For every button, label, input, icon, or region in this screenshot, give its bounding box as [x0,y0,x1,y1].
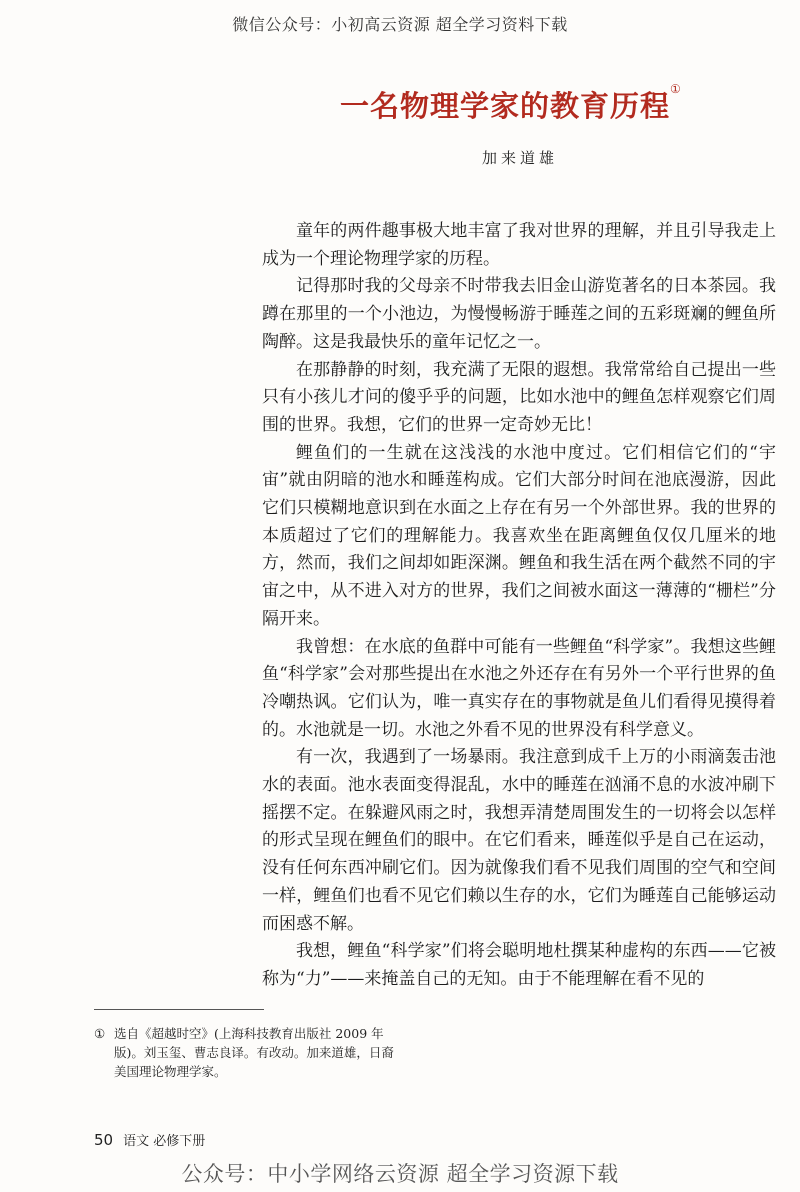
paragraph: 在那静静的时刻，我充满了无限的遐想。我常常给自己提出一些只有小孩儿才问的傻乎乎的问题，比如水池中的鲤鱼怎样观察它们周围的世界。我想，它们的世界一定奇妙无比！ [262,359,776,435]
paragraph: 我曾想：在水底的鱼群中可能有一些鲤鱼“科学家”。我想这些鲤鱼“科学家”会对那些提出在水池之外还存在有另外一个平行世界的鱼冷嘲热讽。它们认为，唯一真实存在的事物就是鱼儿们看得见摸得着的。水池就是一切。水池之外看不见的世界没有科学意义。 [262,636,776,740]
watermark-top: 微信公众号：小初高云资源 超全学习资料下载 [232,15,568,34]
paragraph: 鲤鱼们的一生就在这浅浅的水池中度过。它们相信它们的“宇宙”就由阴暗的池水和睡莲构成。它们大部分时间在池底漫游，因此它们只模糊地意识到在水面之上存在有另一个外部世界。我的世界的本质超过了它们的理解能力。我喜欢坐在距离鲤鱼仅仅几厘米的地方，然而，我们之间却如距深渊。鲤鱼和我生活在两个截然不同的宇宙之中，从不进入对方的世界，我们之间被水面这一薄薄的“栅栏”分隔开来。 [262,442,776,629]
footnote [94,1024,414,1081]
paragraph: 记得那时我的父母亲不时带我去旧金山游览著名的日本茶园。我蹲在那里的一个小池边，为慢慢畅游于睡莲之间的五彩斑斓的鲤鱼所陶醉。这是我最快乐的童年记忆之一。 [262,276,776,352]
paragraph: 有一次，我遇到了一场暴雨。我注意到成千上万的小雨滴轰击池水的表面。池水表面变得混乱，水中的睡莲在汹涌不息的水波冲刷下摇摆不定。在躲避风雨之时，我想弄清楚周围发生的一切将会以怎样的形式呈现在鲤鱼们的眼中。在它们看来，睡莲似乎是自己在运动，没有任何东西冲刷它们。因为就像我们看不见我们周围的空气和空间一样，鲤鱼们也看不见它们赖以生存的水，它们为睡莲自己能够运动而困惑不解。 [262,747,776,934]
footnote-line: 版)。刘玉玺、曹志良译。有改动。加来道雄，日裔 [114,1045,394,1060]
article-title-text: 一名物理学家的教育历程 [340,89,671,123]
watermark-bottom: 公众号：中小学网络云资源 超全学习资源下载 [181,1162,619,1186]
article-title [340,84,680,125]
footnote-line [94,1024,414,1043]
footnote-ref-marker: ① [670,82,682,96]
page-footer [94,1130,205,1149]
book-title: 语文 必修下册 [123,1134,206,1149]
paragraph: 童年的两件趣事极大地丰富了我对世界的理解，并且引导我走上成为一个理论物理学家的历程。 [262,221,776,269]
footnote-text: 选自《超越时空》(上海科技教育出版社 2009 年 [114,1026,384,1041]
article-body [262,218,776,994]
footnote-line: 美国理论物理学家。 [114,1064,227,1079]
article-author: 加来道雄 [481,149,558,167]
paragraph: 我想，鲤鱼“科学家”们将会聪明地杜撰某种虚构的东西——它被称为“力”——来掩盖自己的无知。由于不能理解在看不见的 [262,941,776,989]
footnote-divider [94,1009,264,1010]
footnote-marker: ① [94,1026,106,1041]
page-number: 50 [94,1131,114,1149]
